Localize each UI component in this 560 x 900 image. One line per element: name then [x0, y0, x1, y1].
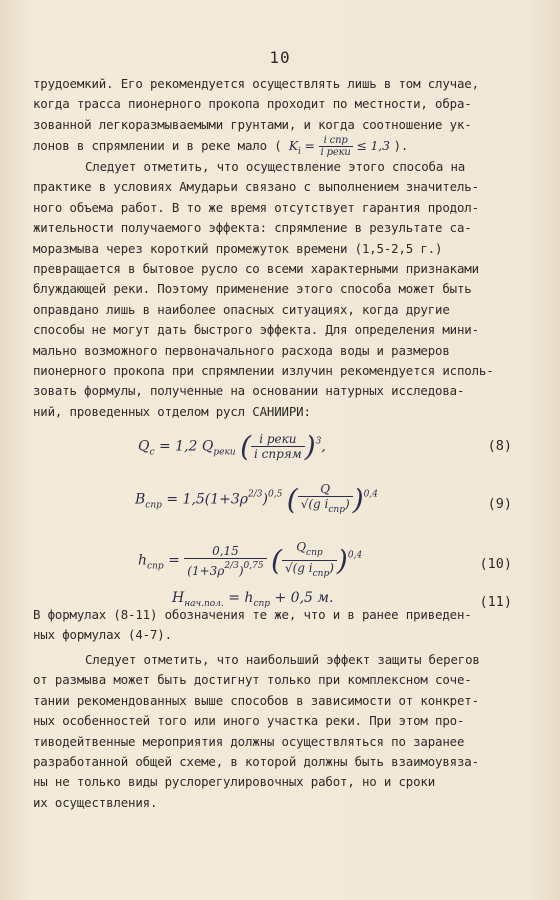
- slope-ratio-numerator: i спр: [319, 135, 353, 147]
- text-line: лонов в спрямлении и в реке мало (: [33, 138, 282, 154]
- text-line: ний, проведенных отделом русл САНИИРИ:: [33, 403, 311, 419]
- paragraph-continuation: [33, 74, 538, 163]
- formula-8-expression: $Q_c = 1,2$ $Q_{реки}$ ( $\frac{\text{i реки}}{\text{i спрям}}$ )$^3$,: [138, 430, 326, 463]
- text-line: разработанной общей схеме, в которой должны быть взаимоувяза-: [33, 754, 479, 770]
- text-line: блуждающей реки. Поэтому применение этого способа может быть: [33, 281, 472, 297]
- text-line: ных особенностей того или иного участка реки. При этом про-: [33, 713, 465, 729]
- text-line: ных формулах (4-7).: [33, 627, 172, 643]
- text-line: жительности получаемого эффекта: спрямление в результате са-: [33, 220, 472, 236]
- formula-10-expression: $h_{спр}$ = $\frac{0,15}{(1+3\rho^{2/3})^{0,75}}$ ( $\frac{Q_{спр}}{√(g i_{спр})}$ )$^{0,4}$: [138, 540, 363, 579]
- formula-9-expression: $B_{спр} = 1,5(1+3\rho^{2/3})^{0,5}$ ( $\frac{Q}{√(g i_{спр})}$ )$^{0,4}$: [135, 482, 378, 516]
- text-line: тиводейтвенные мероприятия должны осуществляться по заранее: [33, 733, 465, 749]
- text-line: когда трасса пионерного прокопа проходит по местности, обра-: [33, 96, 472, 112]
- text-line: Следует отметить, что наибольший эффект защиты берегов: [85, 652, 480, 667]
- slope-ratio-relation: ≤ 1,3: [356, 138, 390, 154]
- slope-ratio-denominator: i реки: [320, 147, 351, 159]
- formula-10: [0, 538, 560, 582]
- paragraph-conclusion: [33, 650, 538, 813]
- text-line: трудоемкий. Его рекомендуется осуществлять лишь в том случае,: [33, 76, 479, 91]
- text-line: оправдано лишь в наиболее опасных ситуациях, когда другие: [33, 301, 450, 317]
- text-line: мально возможного первоначального расхода воды и размеров: [33, 342, 450, 358]
- text-line: зованной легкоразмываемыми грунтами, и когда соотношение ук-: [33, 116, 472, 132]
- text-line: ного объема работ. В то же время отсутствует гарантия продол-: [33, 199, 479, 215]
- paragraph-method-assessment: [33, 157, 538, 422]
- text-line: В формулах (8-11) обозначения те же, что и в ранее приведен-: [33, 607, 472, 622]
- text-line: тании рекомендованных выше способов в зависимости от конкрет-: [33, 692, 479, 708]
- text-line-tail: ).: [393, 138, 409, 154]
- text-line: от размыва может быть достигнут только при комплексном соче-: [33, 672, 472, 688]
- formula-11-number: (11): [479, 594, 512, 610]
- slope-ratio-formula: $K_i$ = $\frac{\text{i спр}}{\text{i реки}}$ ≤ 1,3: [288, 135, 390, 159]
- slope-ratio-symbol: K: [288, 138, 298, 154]
- formula-9: [0, 480, 560, 524]
- page-number: 10: [269, 48, 291, 67]
- formula-10-number: (10): [479, 556, 512, 572]
- formula-9-number: (9): [487, 496, 512, 512]
- slope-ratio-fraction: [319, 135, 353, 158]
- text-line: ны не только виды руслорегулировочных работ, но и сроки: [33, 774, 436, 790]
- slope-ratio-subscript: i: [297, 147, 301, 158]
- text-line: практике в условиях Амударьи связано с выполнением значитель-: [33, 179, 479, 195]
- formula-11-expression: $H_{нач.пол.} = h_{спр} + 0,5$ м.: [172, 590, 334, 609]
- text-line: Следует отметить, что осуществление этого способа на: [85, 159, 466, 174]
- paragraph-notation: [33, 605, 538, 646]
- text-line: их осуществления.: [33, 794, 158, 810]
- text-line: пионерного прокопа при спрямлении излучин рекомендуется исполь-: [33, 363, 494, 379]
- text-line: моразмыва через короткий промежуток времени (1,5-2,5 г.): [33, 240, 443, 256]
- formula-8-number: (8): [487, 438, 512, 454]
- text-line: превращается в бытовое русло со всеми характерными признаками: [33, 261, 479, 277]
- formula-8: [0, 424, 560, 468]
- text-line: зовать формулы, полученные на основании натурных исследова-: [33, 383, 465, 399]
- text-line: способы не могут дать быстрого эффекта. Для определения мини-: [33, 322, 479, 338]
